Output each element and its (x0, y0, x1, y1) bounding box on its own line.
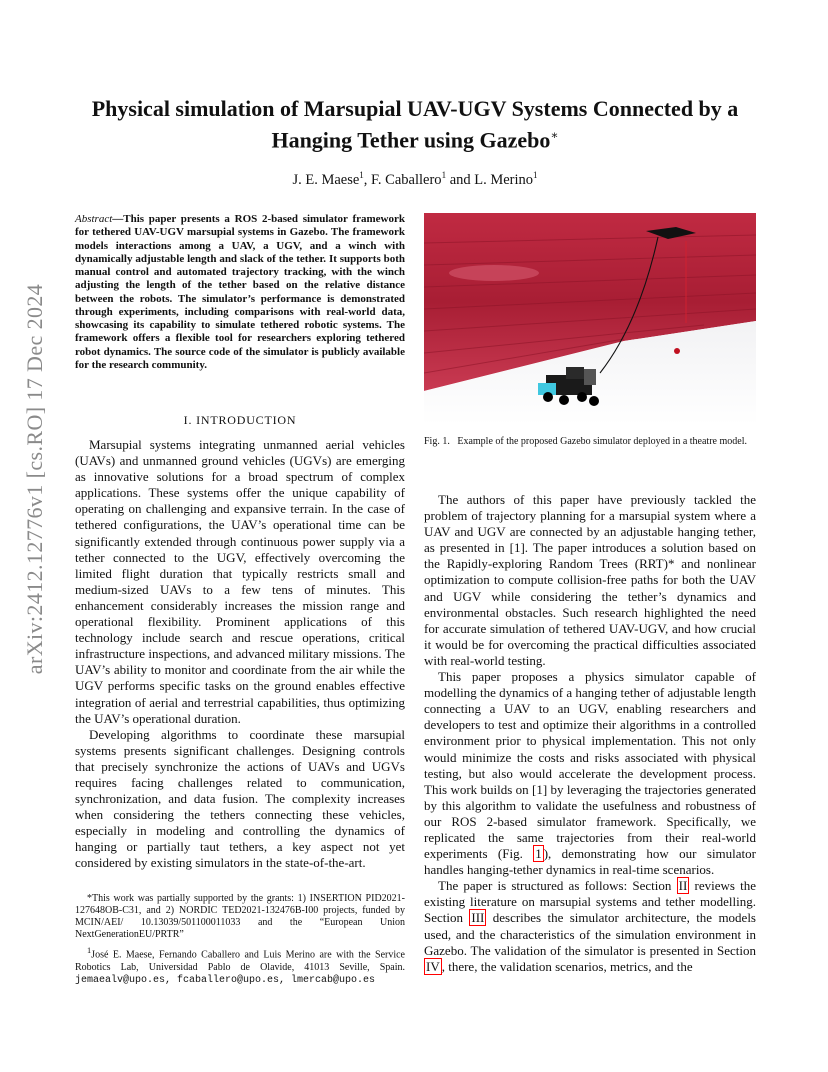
citation-link[interactable]: [1] (509, 540, 525, 556)
title-footnote-mark: ∗ (550, 128, 559, 142)
arxiv-identifier (22, 285, 48, 673)
paper-title (70, 95, 760, 153)
author-separator: and (446, 171, 475, 188)
body-paragraph: Developing algorithms to coordinate these marsupial systems presents significant challenges. Designing controls that precisely synchronize the actions of UAVs and UGVs requires facing challenges related to communication, synchronization, and data fusion. The complexity increases when considering the tethers connecting these vehicles, especially in modeling and controlling the dynamics of hanging or partially taut tethers, a key aspect not yet considered by existing simulators in the state-of-the-art. (75, 726, 405, 871)
abstract-text: This paper presents a ROS 2-based simulator framework for tethered UAV-UGV marsupial systems in Gazebo. The framework models interactions among a UAV, a UGV, and a winch with dynamically adjustable length and slack of the tether. It supports both manual control and automated trajectory tracking, with the winch adjusting the length of the tether based on the relative distance between the robots. The simulator’s performance is demonstrated through experiments, including comparisons with real-world data, showcasing its capability to simulate tethered robotic systems. The framework offers a flexible tool for researchers exploring tethered robot dynamics. The source code of the simulator is publicly available for the research community. (75, 213, 405, 371)
author-list (70, 170, 760, 189)
figure-label: Fig. 1. (424, 436, 450, 447)
figure-reference-link[interactable]: 1 (535, 846, 542, 862)
body-paragraph (424, 669, 756, 878)
author-affiliation-mark: 1 (441, 170, 447, 180)
body-paragraph: Marsupial systems integrating unmanned aerial vehicles (UAVs) and unmanned ground vehicles (UGVs) are emerging as innovative solutions for a broad spectrum of complex applications. These systems offer the unique capability of operating on challenging and expansive terrain. In the case of tethered configurations, the UAV’s operational time can be significantly extended through continuous power supply via a tether connected to the UGV, effectively overcoming the limited flight duration that typically restricts small and medium-sized UAVs to a few tens of minutes. This enhancement considerably increases the mission range and operational flexibility. Prominent applications of this technology include search and rescue operations, critical infrastructure inspections, and advanced military missions. The UAV’s ability to monitor and coordinate from the air while the UGV performs specific tasks on the ground enables effective integration of aerial and terrestrial capabilities, thus optimizing the UAV’s operational duration. (75, 437, 405, 726)
affiliation-mark: 1 (87, 946, 92, 956)
paper-title-text: Physical simulation of Marsupial UAV-UGV Systems Connected by a Hanging Tether using Gazebo (91, 96, 739, 153)
funding-footnote: *This work was partially supported by the grants: 1) INSERTION PID2021-127648OB-C31, and 2) NORDIC TED2021-132476B-I00 projects, funded by MCIN/AEI/ 10.13039/501100011033 and the “European Union NextGenerationEU/PRTR” (75, 893, 405, 941)
author-affiliation-mark: 1 (359, 170, 364, 180)
author-affiliation-mark: 1 (533, 170, 538, 180)
body-paragraph (424, 492, 756, 669)
author-separator: , (363, 171, 372, 188)
section-reference-link[interactable]: III (471, 910, 485, 926)
footnotes (75, 893, 405, 991)
target-marker (674, 348, 680, 354)
paragraph-text: The authors of this paper have previously tackled the problem of trajectory planning for a marsupial system where a UAV and UGV are connected by an adjustable hanging tether, as presented in (424, 492, 756, 556)
citation-link[interactable]: [1] (532, 781, 548, 797)
figure-caption-text: Example of the proposed Gazebo simulator deployed in a theatre model. (457, 436, 747, 447)
introduction-body (75, 437, 405, 872)
author-name: L. Merino (474, 171, 534, 188)
section-reference-link[interactable]: IV (426, 958, 440, 974)
right-column-body (424, 492, 756, 975)
wall-highlight (449, 265, 539, 281)
figure-caption (424, 436, 756, 449)
paragraph-text: This paper proposes a physics simulator capable of modelling the dynamics of a hanging tether of adjustable length connecting a UAV to an UGV, enabling researchers and developers to test and optimize their algorithms in a controlled environment prior to physical implementation. This not only would minimize the costs and risks associated with physical testing, but also would accelerate the development process. This work builds on (424, 669, 756, 797)
paragraph-text: . The paper introduces a solution based on the Rapidly-exploring Random Trees (RRT)* and nonlinear optimization to compute collision-free paths for both the UAV and UGV while considering the tether’s dynamics and environmental obstacles. Such research highlighted the need for accurate simulation of tethered UAV-UGV, and how crucial it would be for overcoming the practical difficulties associated with real-world testing. (424, 540, 756, 668)
abstract-dash: — (112, 213, 124, 225)
abstract-label: Abstract (75, 213, 113, 225)
author-name: J. E. Maese (292, 171, 360, 188)
paragraph-text: The paper is structured as follows: Section (438, 878, 677, 894)
arxiv-identifier-text: arXiv:2412.12776v1 [cs.RO] 17 Dec 2024 (22, 283, 47, 675)
author-name: F. Caballero (371, 171, 442, 188)
author-emails: jemaealv@upo.es, fcaballero@upo.es, lmercab@upo.es (75, 974, 376, 986)
paragraph-text: by leveraging the trajectories generated by this algorithm to validate the usefulness and robustness of our ROS 2-based simulator framework. Specifically, we replicated the same trajectories from their real-world experiments (Fig. (424, 781, 756, 862)
affiliation-footnote (75, 945, 405, 987)
figure-gazebo-simulation (424, 213, 756, 425)
paragraph-text: , there, the validation scenarios, metrics, and the (441, 958, 693, 974)
paragraph-text: ), demonstrating how our simulator handles hanging-tether dynamics in real-time scenarios. (424, 846, 756, 878)
body-paragraph (424, 878, 756, 975)
affiliation-text: José E. Maese, Fernando Caballero and Luis Merino are with the Service Robotics Lab, Universidad Pablo de Olavide, 41013 Seville, Spain. (75, 949, 405, 973)
section-heading-introduction: I. INTRODUCTION (183, 413, 297, 427)
section-reference-link[interactable]: II (678, 878, 688, 894)
abstract (75, 213, 405, 372)
paragraph-text: reviews the existing literature on marsupial systems and tether modelling. Section (424, 878, 757, 926)
paragraph-text: describes the simulator architecture, the models used, and the characteristics of the simulation environment in Gazebo. The validation of the simulator is presented in Section (424, 910, 756, 958)
